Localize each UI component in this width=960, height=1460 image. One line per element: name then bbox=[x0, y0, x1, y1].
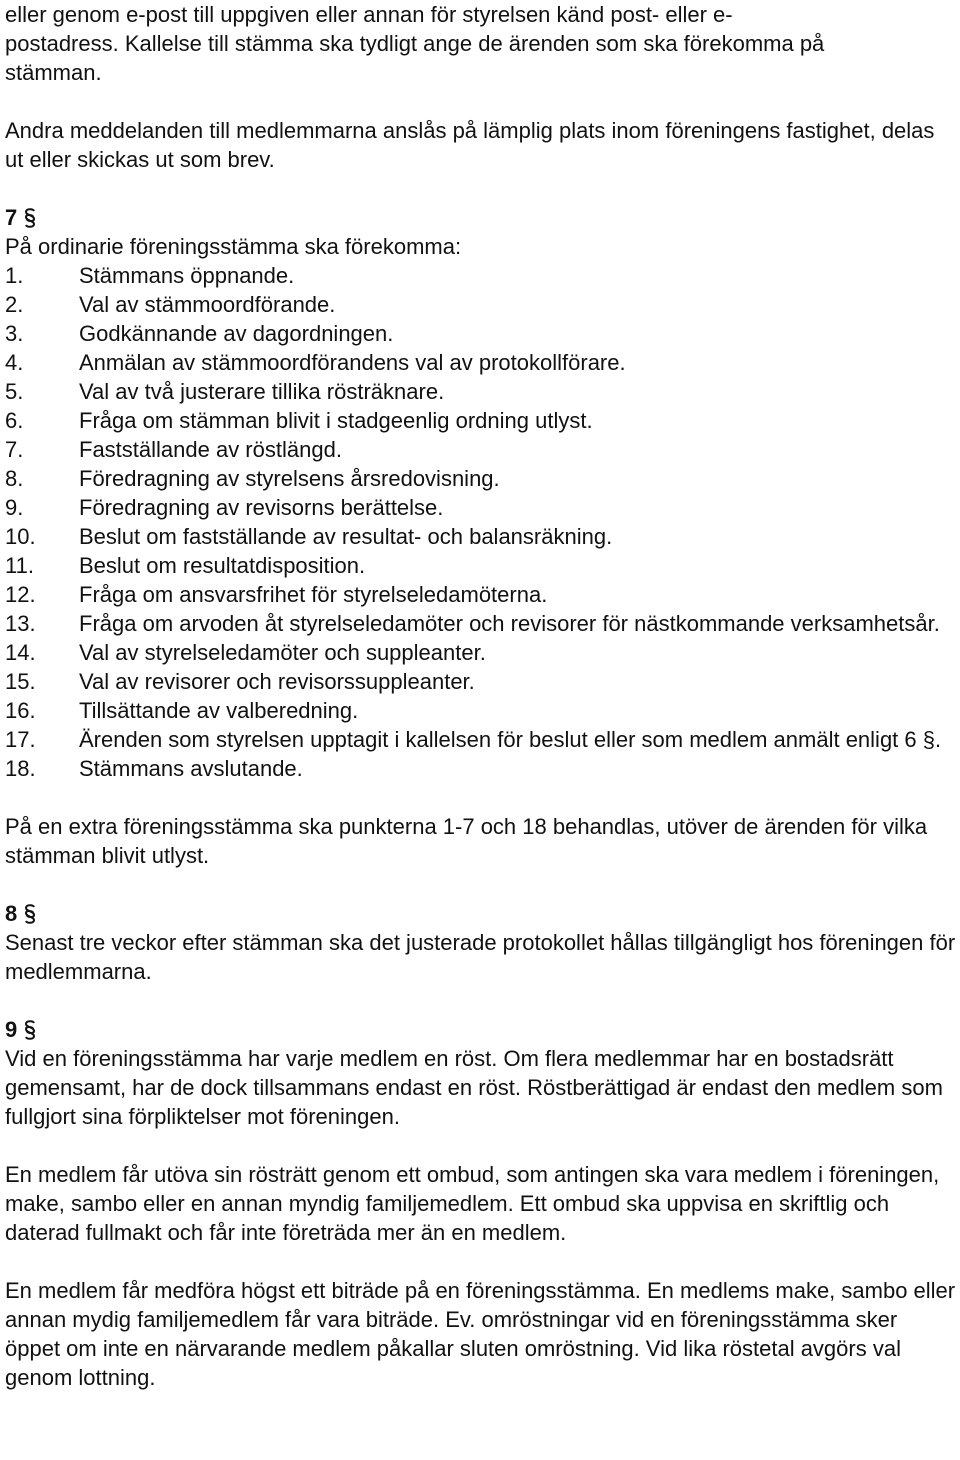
list-item: 2. Val av stämmoordförande. bbox=[5, 292, 336, 317]
section-7-heading bbox=[5, 203, 957, 232]
agenda-list bbox=[5, 261, 957, 783]
list-item: 16. Tillsättande av valberedning. bbox=[5, 698, 359, 723]
section-sign-icon bbox=[23, 207, 37, 229]
list-item: 6. Fråga om stämman blivit i stadgeenlig ordning utlyst. bbox=[5, 408, 593, 433]
list-item: 18. Stämmans avslutande. bbox=[5, 756, 303, 781]
section-8-heading bbox=[5, 899, 957, 928]
extra-meeting-paragraph: På en extra föreningsstämma ska punkterna 1-7 och 18 behandlas, utöver de ärenden för vilka stämman blivit utlyst. bbox=[5, 814, 928, 868]
intro-line-3: stämman. bbox=[5, 60, 102, 85]
list-item: 3. Godkännande av dagordningen. bbox=[5, 321, 394, 346]
section-number: 8 bbox=[5, 901, 18, 926]
section-9-paragraph-3: En medlem får medföra högst ett biträde på en föreningsstämma. En medlems make, sambo eller annan mydig familjemedlem får vara biträde. Ev. omröstningar vid en föreningsstämma sker öppet om inte en närvarande medlem påkallar sluten omröstning. Vid lika röstetal avgörs val genom lottning. bbox=[5, 1278, 956, 1390]
spacer bbox=[5, 870, 957, 899]
section-sign-icon bbox=[23, 903, 37, 925]
list-item: 15. Val av revisorer och revisorssuppleanter. bbox=[5, 669, 475, 694]
spacer bbox=[5, 87, 957, 116]
spacer bbox=[5, 1247, 957, 1276]
list-item: 17. Ärenden som styrelsen upptagit i kallelsen för beslut eller som medlem anmält enligt 6 §. bbox=[5, 727, 942, 752]
list-item: 11. Beslut om resultatdisposition. bbox=[5, 553, 366, 578]
spacer bbox=[5, 1131, 957, 1160]
section-8-paragraph: Senast tre veckor efter stämman ska det justerade protokollet hållas tillgängligt hos föreningen för medlemmarna. bbox=[5, 930, 956, 984]
list-item: 14. Val av styrelseledamöter och suppleanter. bbox=[5, 640, 486, 665]
list-item: 10. Beslut om fastställande av resultat- och balansräkning. bbox=[5, 524, 613, 549]
list-item: 4. Anmälan av stämmoordförandens val av protokollförare. bbox=[5, 350, 626, 375]
list-item: 8. Föredragning av styrelsens årsredovisning. bbox=[5, 466, 500, 491]
section-number: 7 bbox=[5, 205, 18, 230]
spacer bbox=[5, 783, 957, 812]
section-7-intro: På ordinarie föreningsstämma ska förekomma: bbox=[5, 234, 462, 259]
section-9-paragraph-1: Vid en föreningsstämma har varje medlem en röst. Om flera medlemmar har en bostadsrätt gemensamt, har de dock tillsammans endast en röst. Röstberättigad är endast den medlem som fullgjort sina förpliktelser mot föreningen. bbox=[5, 1046, 943, 1129]
list-item: 5. Val av två justerare tillika rösträknare. bbox=[5, 379, 445, 404]
spacer bbox=[5, 986, 957, 1015]
section-sign-icon bbox=[23, 1019, 37, 1041]
intro-line-1: eller genom e-post till uppgiven eller annan för styrelsen känd post- eller e- bbox=[5, 2, 733, 27]
list-item: 1. Stämmans öppnande. bbox=[5, 263, 295, 288]
section-number: 9 bbox=[5, 1017, 18, 1042]
list-item: 13. Fråga om arvoden åt styrelseledamöter och revisorer för nästkommande verksamhetsår. bbox=[5, 611, 940, 636]
intro-line-2: postadress. Kallelse till stämma ska tydligt ange de ärenden som ska förekomma på bbox=[5, 31, 825, 56]
document-page bbox=[5, 0, 957, 1392]
section-9-heading bbox=[5, 1015, 957, 1044]
list-item: 12. Fråga om ansvarsfrihet för styrelseledamöterna. bbox=[5, 582, 548, 607]
list-item: 9. Föredragning av revisorns berättelse. bbox=[5, 495, 444, 520]
section-9-paragraph-2: En medlem får utöva sin rösträtt genom ett ombud, som antingen ska vara medlem i föreningen, make, sambo eller en annan myndig familjemedlem. Ett ombud ska uppvisa en skriftlig och daterad fullmakt och får inte företräda mer än en medlem. bbox=[5, 1162, 940, 1245]
list-item: 7. Fastställande av röstlängd. bbox=[5, 437, 342, 462]
other-notices-paragraph: Andra meddelanden till medlemmarna anslås på lämplig plats inom föreningens fastighet, delas ut eller skickas ut som brev. bbox=[5, 118, 935, 172]
spacer bbox=[5, 174, 957, 203]
